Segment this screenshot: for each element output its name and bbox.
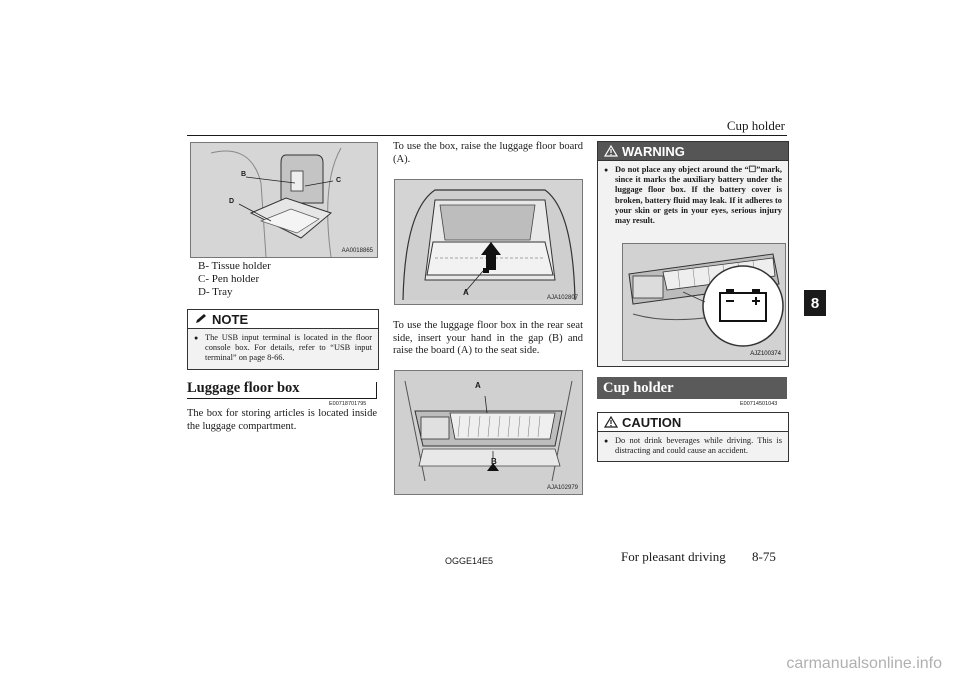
- battery-illustration: [623, 244, 785, 360]
- legend-item: B- Tissue holder: [198, 260, 271, 272]
- figure-code: AJZ100374: [750, 351, 781, 357]
- cup-holder-title: Cup holder: [597, 377, 787, 399]
- figure-code: AA0018865: [341, 248, 373, 254]
- header-rule: [187, 135, 787, 136]
- floor-box-figure: [394, 370, 583, 495]
- page-header-title: Cup holder: [726, 118, 785, 133]
- pencil-icon: [194, 313, 208, 325]
- caution-heading-text: CAUTION: [622, 414, 682, 430]
- caution-triangle-icon: [604, 416, 618, 428]
- figure-label-a: A: [475, 381, 481, 390]
- warning-box: [597, 141, 789, 367]
- page-number: 8-75: [752, 549, 776, 564]
- bullet-icon: ●: [604, 166, 609, 174]
- figure-code: AJA102807: [546, 295, 578, 301]
- caution-heading: [598, 413, 788, 432]
- figure-legend: [198, 260, 271, 299]
- figure-label-d: D: [229, 198, 235, 205]
- figure-code: AJA102979: [546, 485, 578, 491]
- section-rule: [187, 398, 377, 399]
- legend-item: C- Pen holder: [198, 273, 260, 285]
- note-heading: [188, 310, 378, 329]
- section-rule-tick: [376, 382, 377, 398]
- luggage-compartment-illustration: [395, 180, 582, 304]
- figure-label-b: B: [491, 457, 497, 466]
- figure-label-c: C: [336, 177, 342, 184]
- caution-item-text: Do not drink beverages while driving. This is distracting and could cause an accident.: [615, 436, 782, 456]
- legend-item: D- Tray: [198, 286, 233, 298]
- console-box-illustration: [191, 143, 377, 257]
- section-code: E00714501043: [740, 401, 778, 407]
- warning-item-text: Do not place any object around the “☐”mark, since it marks the auxiliary battery under the luggage floor box. If the battery cover is broken, battery fluid may leak. If it adheres to your skin or gets in your eyes, serious injury may result.: [615, 165, 782, 226]
- footer-doc-code: OGGE14E5: [445, 556, 494, 566]
- floor-box-illustration: [395, 371, 582, 494]
- battery-figure: [622, 243, 786, 361]
- bullet-icon: ●: [194, 334, 199, 342]
- luggage-floor-box-title: Luggage floor box: [187, 380, 300, 396]
- caution-body: [598, 432, 788, 461]
- caution-box: [597, 412, 789, 462]
- luggage-floor-box-text: The box for storing articles is located inside the luggage compartment.: [187, 408, 377, 432]
- note-body: [188, 329, 378, 369]
- note-item: [194, 333, 372, 364]
- figure-label-b: B: [241, 171, 247, 178]
- luggage-compartment-figure: [394, 179, 583, 305]
- watermark-text[interactable]: carmanualsonline.info: [786, 655, 942, 672]
- warning-triangle-icon: [604, 145, 618, 157]
- console-box-figure: [190, 142, 378, 258]
- note-box: [187, 309, 379, 370]
- chapter-tab[interactable]: 8: [804, 290, 826, 316]
- caution-item: [604, 436, 782, 456]
- warning-body: [598, 161, 788, 231]
- figure-label-a: A: [463, 288, 469, 297]
- section-code: E00718701795: [329, 401, 367, 407]
- para-raise-board: To use the box, raise the luggage floor board (A).: [393, 141, 583, 165]
- warning-heading: [598, 142, 788, 161]
- note-item-text: The USB input terminal is located in the floor console box. For details, refer to “USB input terminal” on page 8-66.: [205, 333, 372, 363]
- note-heading-text: NOTE: [212, 311, 249, 327]
- bullet-icon: ●: [604, 437, 609, 445]
- para-rear-seat-side: To use the luggage floor box in the rear seat side, insert your hand in the gap (B) and raise the board (A) to the seat side.: [393, 320, 583, 356]
- warning-item: [604, 165, 782, 226]
- warning-heading-text: WARNING: [622, 143, 685, 159]
- footer-chapter-name: For pleasant driving: [621, 549, 726, 564]
